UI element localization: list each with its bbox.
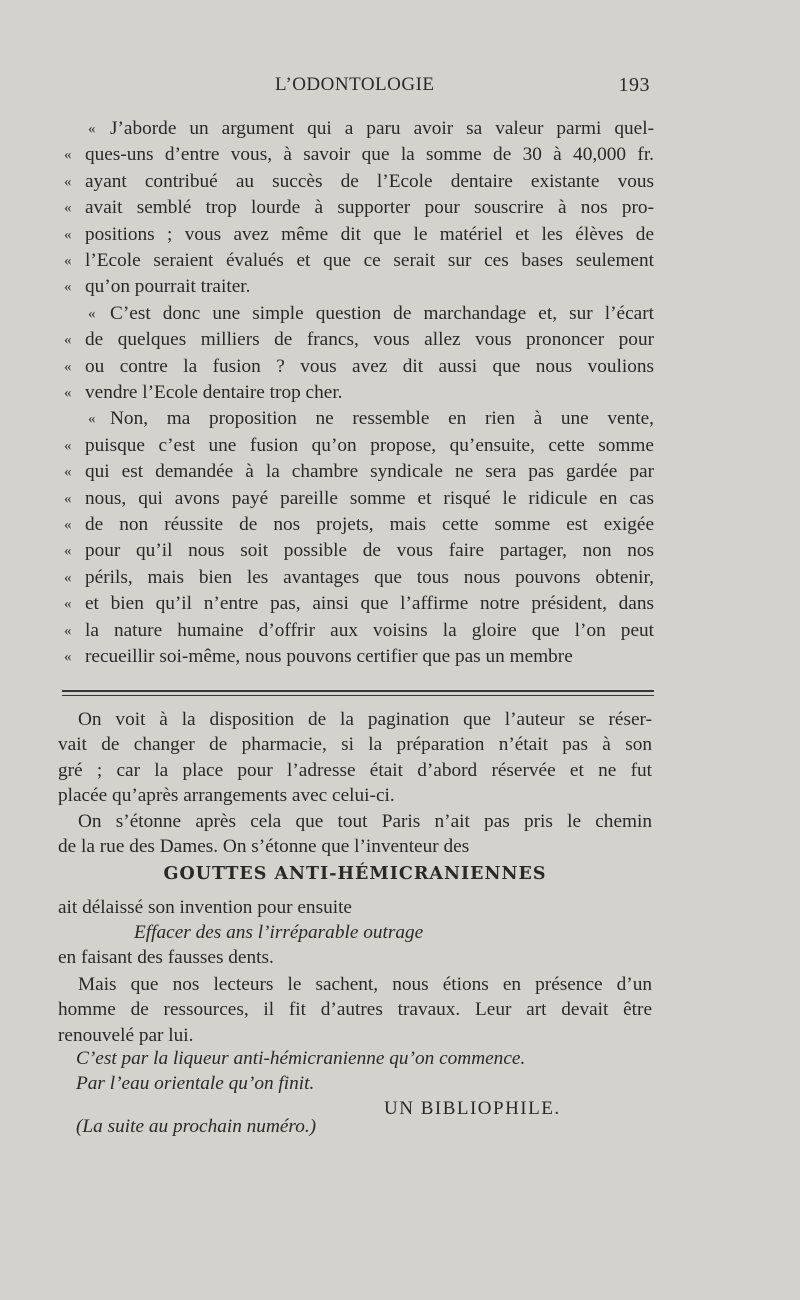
footnote-line — [58, 1023, 652, 1049]
quote-line — [64, 274, 654, 300]
quote-mark: « — [64, 517, 72, 533]
footnote-line — [58, 809, 652, 835]
footnote-line — [58, 997, 652, 1023]
quote-line — [64, 433, 654, 459]
quote-mark: « — [88, 121, 96, 137]
quote-line — [64, 512, 654, 538]
separator-rule-thick — [62, 690, 654, 692]
quote-line-text: Non, ma proposition ne ressemble en rien à une vente, — [110, 408, 654, 430]
running-header — [80, 74, 650, 100]
footnote-line — [58, 732, 652, 758]
quote-line — [64, 169, 654, 195]
quote-mark: « — [64, 332, 72, 349]
quote-line-text: recueillir soi-même, nous pouvons certifier que pas un membre — [85, 646, 573, 667]
quote-line — [64, 327, 654, 353]
continued-note: (La suite au prochain numéro.) — [76, 1116, 317, 1137]
quote-line — [64, 538, 654, 564]
footnote-line-text: vait de changer de pharmacie, si la préparation n’était pas à son — [58, 734, 652, 756]
quote-line — [64, 591, 654, 617]
page-number: 193 — [618, 74, 650, 96]
signature: UN BIBLIOPHILE. — [384, 1098, 561, 1119]
quote-line — [64, 459, 654, 485]
verse-line: Effacer des ans l’irréparable outrage — [134, 922, 424, 943]
quote-line-text: ayant contribué au succès de l’Ecole dentaire existante vous — [85, 170, 654, 192]
quote-mark: « — [64, 543, 72, 560]
quote-mark: « — [64, 279, 72, 296]
quote-line — [64, 248, 654, 274]
footnote-line-text: renouvelé par lui. — [58, 1024, 194, 1046]
quote-line-text: avait semblé trop lourde à supporter pour souscrire à nos pro- — [85, 197, 654, 219]
quote-mark: « — [64, 253, 72, 269]
footnote-line-text: placée qu’après arrangements avec celui-ci. — [58, 784, 395, 806]
product-heading: GOUTTES ANTI-HÉMICRANIENNES — [163, 864, 547, 884]
quote-line — [64, 222, 654, 248]
quote-mark: « — [88, 411, 96, 428]
footnote-line-text: de la rue des Dames. On s’étonne que l’inventeur des — [58, 836, 470, 858]
quote-mark: « — [64, 464, 72, 481]
footnote-line-text: gré ; car la place pour l’adresse était d’abord réservée et ne fut — [58, 759, 652, 781]
quote-line-text: périls, mais bien les avantages que tous nous pouvons obtenir, — [85, 566, 654, 588]
footnote-line-text: homme de ressources, il fit d’autres travaux. Leur art devait être — [58, 999, 652, 1021]
footnote-line-text: On s’étonne après cela que tout Paris n’ait pas pris le chemin — [78, 811, 652, 832]
footnote-line — [58, 707, 652, 733]
quote-line — [64, 301, 654, 327]
quote-line-text: puisque c’est une fusion qu’on propose, qu’ensuite, cette somme — [85, 434, 654, 456]
quote-line-text: de quelques milliers de francs, vous allez vous prononcer pour — [85, 329, 654, 351]
quote-mark: « — [64, 226, 72, 243]
footnote-line — [58, 758, 652, 784]
quote-mark: « — [64, 569, 72, 586]
quote-line-text: et bien qu’il n’entre pas, ainsi que l’affirme notre président, dans — [85, 593, 654, 615]
line-after-heading: ait délaissé son invention pour ensuite — [58, 897, 352, 918]
footnote-line — [58, 834, 652, 860]
footnote-line-text: Mais que nos lecteurs le sachent, nous étions en présence d’un — [78, 974, 652, 995]
quote-mark: « — [64, 200, 72, 217]
quote-mark: « — [64, 173, 72, 190]
quote-line-text: ou contre la fusion ? vous avez dit aussi que nous voulions — [85, 355, 654, 377]
quote-line — [64, 565, 654, 591]
quote-line-text: ques-uns d’entre vous, à savoir que la somme de 30 à 40,000 fr. — [85, 144, 654, 166]
quote-line-text: C’est donc une simple question de marchandage et, sur l’écart — [110, 302, 654, 324]
quote-line-text: la nature humaine d’offrir aux voisins la gloire que l’on peut — [85, 619, 654, 641]
quote-line — [64, 486, 654, 512]
motto-line-1: C’est par la liqueur anti-hémicranienne qu’on commence. — [76, 1048, 526, 1069]
footnote-line — [58, 972, 652, 998]
separator-rule-thin — [62, 695, 654, 696]
footnote-line — [58, 783, 652, 809]
quote-line-text: nous, qui avons payé pareille somme et risqué le ridicule en cas — [85, 487, 654, 509]
line-after-verse: en faisant des fausses dents. — [58, 947, 274, 968]
quote-line-text: qui est demandée à la chambre syndicale ne sera pas gardée par — [85, 461, 654, 483]
running-title: L’ODONTOLOGIE — [275, 74, 435, 95]
quote-line-text: de non réussite de nos projets, mais cette somme est exigée — [85, 514, 654, 535]
motto-line-2: Par l’eau orientale qu’on finit. — [76, 1073, 315, 1094]
quote-line-text: vendre l’Ecole dentaire trop cher. — [85, 382, 343, 403]
quote-mark: « — [88, 305, 96, 322]
quote-mark: « — [64, 358, 72, 375]
footnote-line-text: On voit à la disposition de la pagination que l’auteur se réser- — [78, 709, 652, 730]
quote-line — [64, 195, 654, 221]
quote-line — [64, 354, 654, 380]
quote-mark: « — [64, 490, 72, 507]
quote-line — [64, 380, 654, 406]
quote-line — [64, 406, 654, 432]
quote-mark: « — [64, 437, 72, 454]
quote-mark: « — [64, 147, 72, 164]
quote-line — [64, 142, 654, 168]
quote-line-text: qu’on pourrait traiter. — [85, 276, 251, 298]
quote-line-text: J’aborde un argument qui a paru avoir sa valeur parmi quel- — [110, 118, 654, 139]
quote-line — [64, 644, 654, 670]
quote-mark: « — [64, 649, 72, 665]
quote-mark: « — [64, 596, 72, 613]
quote-mark: « — [64, 385, 72, 401]
quote-line-text: l’Ecole seraient évalués et que ce serait sur ces bases seulement — [85, 250, 654, 271]
quote-line-text: pour qu’il nous soit possible de vous faire partager, non nos — [85, 540, 654, 562]
quote-line — [64, 116, 654, 142]
quote-line-text: positions ; vous avez même dit que le matériel et les élèves de — [85, 223, 654, 245]
quote-line — [64, 618, 654, 644]
quote-mark: « — [64, 622, 72, 639]
